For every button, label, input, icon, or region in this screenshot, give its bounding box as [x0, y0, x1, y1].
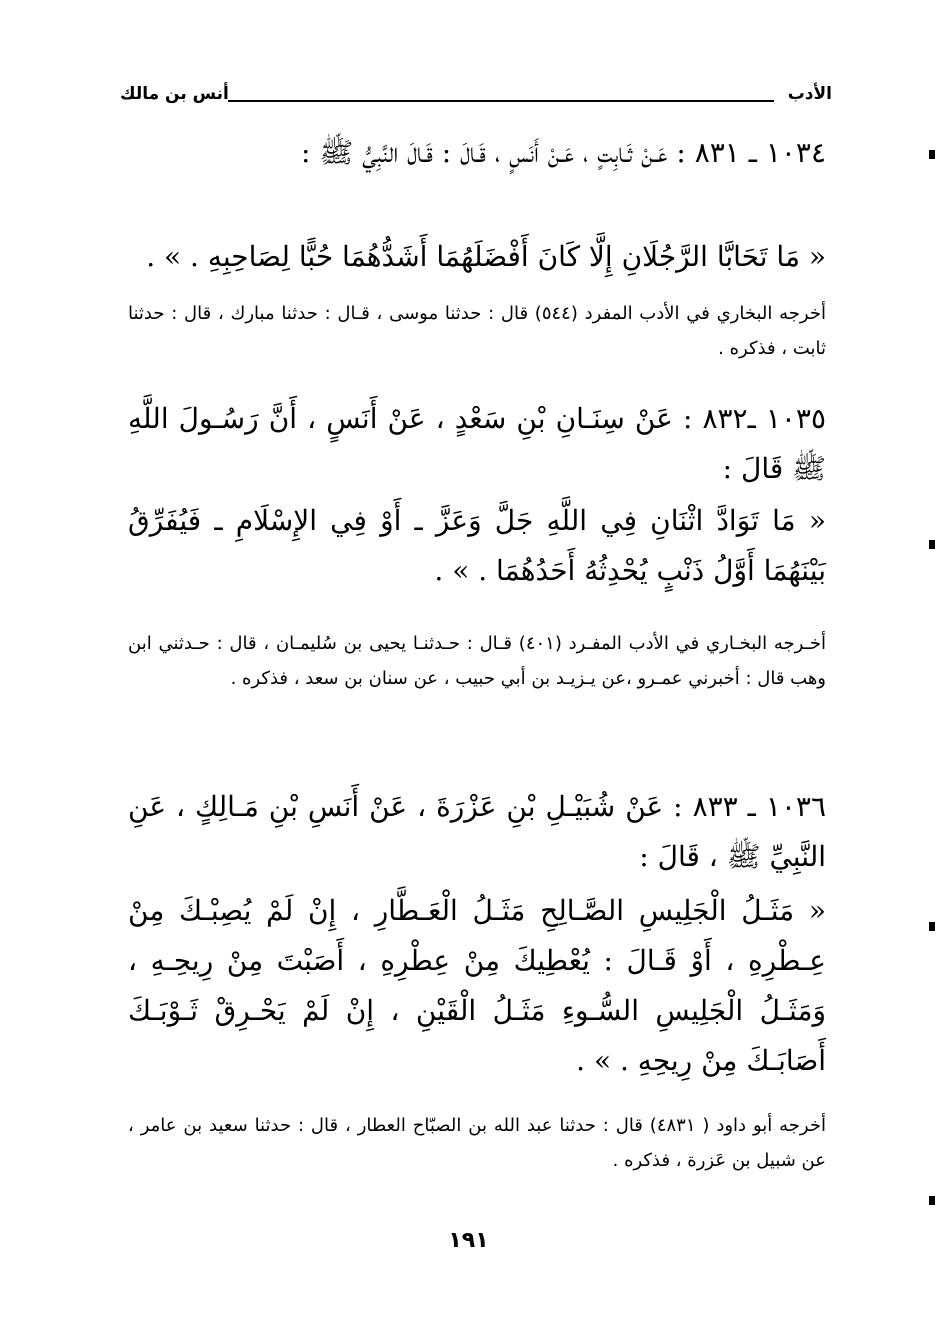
- section-title: الأدب: [787, 84, 832, 104]
- narrator-title: أنس بن مالك: [120, 84, 229, 104]
- hadith-matn-1035: « مَا تَوَادَّ اثْنَانِ فِي اللَّهِ جَلَّ وَعَزَّ ـ أَوْ فِي الإِسْلَامِ ـ فَيُفَرِّقُ بَيْنَهُمَا أَوَّلُ ذَنْبٍ يُحْدِثُهُ أَحَدُهُمَا . » .: [128, 504, 826, 587]
- header-rule: [228, 100, 774, 102]
- takhrij-1035: أخـرجه البخـاري في الأدب المفـرد (٤٠١) قـال : حـدثنـا يحيى بن سُليمـان ، قال : حـدثني ابن وهب قال : أخبرني عمـرو ،عن يـزيـد بن أبي حبيب ، عن سنان بن سعد ، فذكره .: [128, 633, 826, 689]
- running-header: [120, 84, 832, 116]
- hadith-isnad-1034: ١٠٣٤ ـ ٨٣١ : عَـنْ ثَـابِتٍ ، عَـنْ أَنَسٍ ، قَـالَ : قَـالَ النَّبِيُّ ﷺ :: [301, 136, 826, 169]
- margin-mark: [929, 150, 935, 159]
- margin-mark: [929, 1196, 935, 1205]
- page-number: ١٩١: [448, 1228, 489, 1253]
- margin-mark: [929, 540, 935, 549]
- hadith-isnad-1036: ١٠٣٦ ـ ٨٣٣ : عَنْ شُبَيْـلِ بْنِ عَزْرَةَ ، عَنْ أَنَسِ بْنِ مَـالِكٍ ، عَنِ النَّبِيِّ ﷺ ، قَالَ :: [128, 790, 826, 873]
- hadith-isnad-1035: ١٠٣٥ ـ٨٣٢ : عَنْ سِنَـانِ بْنِ سَعْدٍ ، عَنْ أَنَسٍ ، أَنَّ رَسُـولَ اللَّهِ ﷺ قَالَ :: [128, 402, 826, 485]
- hadith-matn-1036: « مَثَـلُ الْجَلِيسِ الصَّـالِحِ مَثَـلُ الْعَـطَّارِ ، إِنْ لَمْ يُصِبْـكَ مِنْ عِـطْرِهِ ، أَوْ قَـالَ : يُعْطِيكَ مِنْ عِطْرِهِ ، أَصَبْتَ مِنْ رِيحِـهِ ، وَمَثَـلُ الْجَلِيسِ السُّـوءِ مَثَـلُ الْقَيْنِ ، إِنْ لَمْ يَحْـرِقْ ثَـوْبَـكَ أَصَابَـكَ مِنْ رِيحِهِ . » .: [128, 894, 826, 1077]
- takhrij-1036: أخرجه أبو داود ( ٤٨٣١) قال : حدثنا عبد الله بن الصبّاح العطار ، قال : حدثنا سعيد بن عامر ، عن شبيل بن عَزرة ، فذكره .: [128, 1115, 826, 1171]
- hadith-matn-1034: « مَا تَحَابَّا الرَّجُلَانِ إِلَّا كَانَ أَفْضَلَهُمَا أَشَدُّهُمَا حُبًّا لِصَاحِبِهِ . » .: [146, 240, 826, 273]
- takhrij-1034: أخرجه البخاري في الأدب المفرد (٥٤٤) قال : حدثنا موسى ، قـال : حدثنا مبارك ، قال : حدثنا ثابت ، فذكره .: [128, 303, 826, 359]
- margin-mark: [929, 922, 935, 931]
